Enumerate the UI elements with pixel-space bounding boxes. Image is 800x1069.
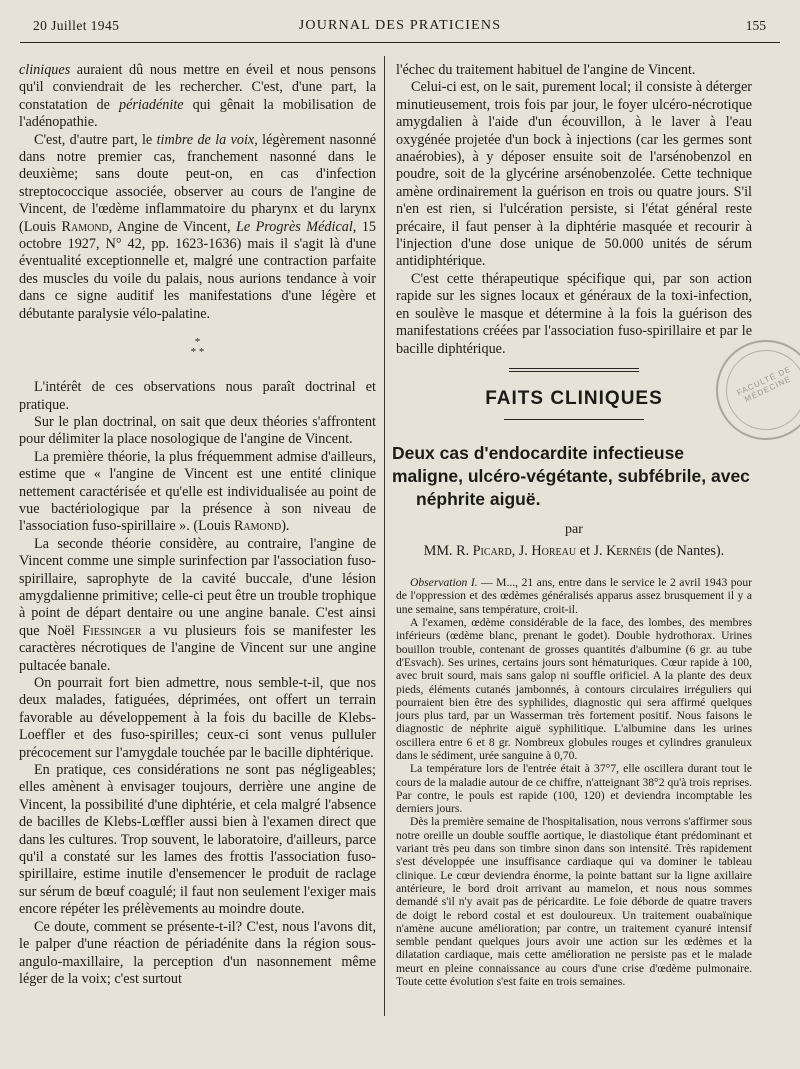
section-heading: FAITS CLINIQUES <box>485 387 663 409</box>
paragraph: l'échec du traitement habituel de l'angine de Vincent. <box>396 62 696 78</box>
asterism: * * * <box>190 336 205 359</box>
authors: MM. R. Picard, J. Horeau et J. Kernéis (de Nantes). <box>423 542 725 559</box>
issue-date: 20 Juillet 1945 <box>33 18 120 33</box>
observation-text <box>396 576 752 988</box>
running-header <box>0 0 800 46</box>
stamp-text: FACULTÉ DE MÉDECINE <box>735 364 793 404</box>
column-divider <box>384 56 385 1016</box>
paragraph: Celui-ci est, on le sait, purement local; il consiste à déterger minutieusement, trois fois par jour, le foyer ulcéro-nécrotique amygdalien à l'aide d'un écouvillon, à le laver à l'eau oxygénée projetée d'un bock à injections (car les germes sont anaérobies), à y déposer ensuite soit de l'arsénobenzol en poudre, soit de la glycérine arsénobenzolée. Cette technique amène ordinairement la guérison en trois ou quatre jours. S'il n'en est rien, si l'ulcération persiste, si l'état général reste précaire, il faut penser à la diphtérie masquée et recourir à l'injection d'une dose unique de 50.000 unités de sérum antidiphtérique. <box>396 79 752 270</box>
paragraph: La première théorie, la plus fréquemment admise d'ailleurs, estime que « l'angine de Vincent est une entité clinique nettement caractérisée et qu'elle est individualisée au point de vue bactériologique par la présence à son niveau de l'association fuso-spirillaire ». (Louis Ramond). <box>19 448 376 535</box>
paragraph: Ce doute, comment se présente-t-il? C'est, nous l'avons dit, le palper d'une réaction de périadénite dans la région sous-angulo-maxillaire, la perception d'un nasonnement même léger de la voix; c'est surtout <box>19 918 376 987</box>
author-name: Fiessinger <box>82 622 142 639</box>
header-rule <box>20 42 780 43</box>
paragraph: On pourrait fort bien admettre, nous semble-t-il, que nos deux malades, fatiguées, déprimées, ont offert un terrain favorable au développement à la fois du bacille de Klebs-Loeffler et des fuso-spirilles; ceux-ci sont venus pulluler précocement sur l'amygdale touchée par le bacille diphtérique. <box>19 675 376 761</box>
author-name: Ramond <box>61 218 109 235</box>
paragraph: cliniques auraient dû nous mettre en éveil et nous pensons qu'il conviendrait de les rechercher. C'est, d'une part, la constatation de périadénite qui gênait la mobilisation de l'adénopathie. <box>19 62 376 131</box>
paragraph: C'est, d'autre part, le timbre de la voix, légèrement nasonné dans notre premier cas, franchement nasonné dans le deuxième; sans doute peut-on, en cas d'infection streptococcique associée, observer au cours de l'angine de Vincent, de l'œdème inflammatoire du pharynx et du larynx (Louis Ramond, Angine de Vincent, Le Progrès Médical, 15 octobre 1927, N° 42, pp. 1623-1636) mais il s'agit là d'une éventualité exceptionnelle et, malgré une contraction parfaite des muscles du voile du palais, nous aurions tendance à voir dans ce signe auditif les manifestations d'une légère et débutante paralysie vélo-palatine. <box>19 131 377 322</box>
article-title: Deux cas d'endocardite infectieuse maligne, ulcéro-végétante, subfébrile, avec néphrite aiguë. <box>392 443 750 510</box>
paragraph: C'est cette thérapeutique spécifique qui, par son action rapide sur les signes locaux et généraux de la toxi-infection, en soulève le masque et détermine à la fois la guérison des manifestations créées par l'association fuso-spirillaire et par le bacille diphtérique. <box>396 270 752 357</box>
paragraph: L'intérêt de ces observations nous paraît doctrinal et pratique. <box>19 379 376 413</box>
right-column <box>392 62 752 989</box>
paragraph: A l'examen, œdème considérable de la face, des lombes, des membres inférieurs (œdème blanc, prenant le godet). Double hydrothorax. Urines bouillon trouble, contenant de grosses quantités d'albumine (6 gr. au tube d'Esvach). Ses urines, certains jours sont hématuriques. Cœur rapide à 100, avec bruit sourd, mais sans galop ni souffle orificiel. A la plante des deux pieds, éléments cutanés jambonnés, à contours circulaires irréguliers qui pourraient bien être des syphilides, diagnostic qui sera affirmé quelques jours plus tard, par un Wasserman très fortement positif. Nous faisons le diagnostic de néphrite aiguë syphilitique. L'albumine dans les urines oscillera entre 6 et 8 gr. Nombreux globules rouges et cylindres granuleux dans le sédiment, urée sanguine à 0,70. <box>396 616 752 762</box>
author-name: Ramond <box>233 518 282 535</box>
paragraph: La seconde théorie considère, au contraire, l'angine de Vincent comme une simple surinfection par l'association fuso-spirillaire, saprophyte de la cavité buccale, d'une lésion amygdalienne primitive; celle-ci peut être un trouble trophique à point de départ dentaire ou une angine banale. C'est ainsi que Noël Fiessinger a vu plusieurs fois se manifester les caractères nécrotiques de l'angine de Vincent sur une angine pultacée banale. <box>19 535 376 674</box>
page-number: 155 <box>745 18 766 33</box>
left-column <box>19 62 376 988</box>
paragraph: Sur le plan doctrinal, on sait que deux théories s'affrontent pour délimiter la place nosologique de l'angine de Vincent. <box>19 413 376 448</box>
byline-par: par <box>565 522 583 538</box>
journal-title: JOURNAL DES PRATICIENS <box>298 18 502 33</box>
section-rule <box>504 419 644 420</box>
paragraph: La température lors de l'entrée était à 37°7, elle oscillera durant tout le cours de la maladie autour de ce chiffre, n'atteignant 38°2 qu'à trois reprises. Par contre, le pouls est rapide (100, 120) et deviendra incomptable les derniers jours. <box>396 762 752 816</box>
paragraph: En pratique, ces considérations ne sont pas négligeables; elles amènent à envisager toujours, derrière une angine de Vincent, la possibilité d'une diphtérie, et cela malgré l'absence de bacilles de Klebs-Lœffler aussi bien à l'examen direct que dans les cultures. Trop souvent, le laboratoire, d'ailleurs, parce qu'il a constaté sur les lames des frottis l'association fuso-spirillaire, estime inutile d'ensemencer le produit de raclage sur sérum de bœuf coagulé; il faut non seulement l'exiger mais encore répéter les prélèvements au moindre doute. <box>19 762 376 918</box>
section-rule <box>509 368 639 372</box>
paragraph: Dès la première semaine de l'hospitalisation, nous verrons s'affirmer sous notre oreille un double souffle aortique, le diastolique étant prédominant et variant très peu dans son timbre sinon dans son intensité. Très rapidement s'est développée une insuffisance cardiaque qui va dominer le tableau clinique. Le cœur deviendra énorme, la pointe battant sur la ligne axillaire antérieure, le bord droit arrivant au mamelon, et nous nous sommes demandé s'il n'y avait pas de péricardite. Le foie déborde de quatre travers de doigt le rebord costal et est douloureux. Un traitement ouabaïnique n'amène aucune amélioration; par contre, un traitement cyanuré intensif semble pendant quelques jours avoir une action sur les œdèmes et la dilatation cardiaque, mais cette amélioration ne persiste pas et le malade meurt en pleine connaissance au cours d'une crise d'œdème pulmonaire. Toute cette évolution s'est faite en trois semaines. <box>396 815 752 989</box>
paragraph: Observation I. — M..., 21 ans, entre dans le service le 2 avril 1943 pour de l'oppression et des œdèmes généralisés apparus assez brusquement il y a une semaine, sans température, croit-il. <box>396 576 752 616</box>
